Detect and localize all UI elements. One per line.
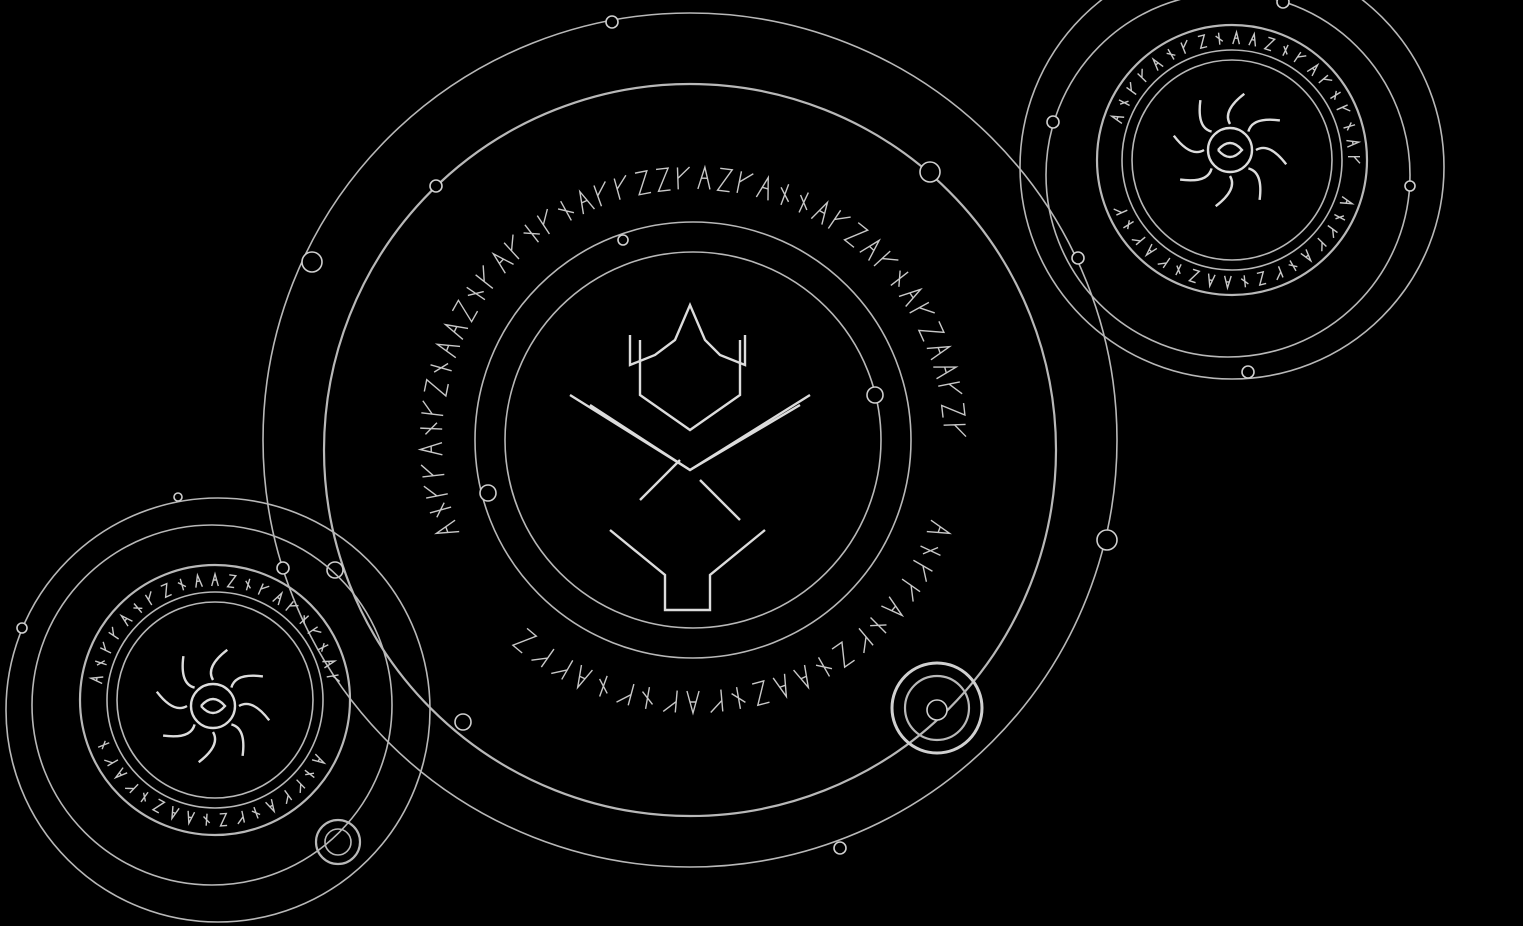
main-node: [920, 162, 940, 182]
rune-glyph: [860, 236, 884, 260]
rune-glyph: [828, 210, 850, 235]
rune-glyph: [1249, 33, 1258, 46]
rune-glyph: [731, 686, 747, 710]
rune-glyph: [286, 601, 299, 614]
rune-glyph: [887, 267, 912, 290]
rune-glyph: [1301, 249, 1314, 263]
rune-glyph: [1272, 266, 1283, 280]
main-node: [302, 252, 322, 272]
ur-node: [1405, 181, 1415, 191]
rune-glyph: [927, 520, 952, 539]
rune-glyph: [273, 591, 285, 605]
rune-glyph: [899, 284, 924, 306]
main-inner-ring-b: [505, 252, 881, 628]
rune-glyph: [677, 167, 690, 189]
rune-glyph: [698, 167, 711, 190]
ur-ring-3: [1097, 25, 1367, 295]
sun-swirl-icon: [157, 650, 269, 762]
ll-node: [17, 623, 27, 633]
rune-glyph: [537, 209, 559, 234]
rune-glyph: [775, 182, 794, 207]
main-runic-inscription: [420, 167, 966, 713]
ur-ring-5: [1132, 60, 1332, 260]
rune-glyph: [919, 321, 944, 341]
rune-glyph: [169, 806, 179, 820]
rune-glyph: [153, 799, 164, 813]
rune-glyph: [794, 190, 814, 215]
rune-glyph: [489, 249, 513, 273]
rune-glyph: [1144, 244, 1157, 257]
rune-glyph: [1337, 105, 1351, 116]
rune-glyph: [617, 681, 634, 705]
rune-glyph: [177, 578, 187, 591]
main-target-marker: [892, 663, 982, 753]
main-node: [327, 562, 343, 578]
rune-glyph: [186, 811, 195, 824]
rune-glyph: [881, 597, 906, 620]
rune-glyph: [640, 686, 656, 710]
rune-glyph: [1151, 57, 1164, 71]
rune-glyph: [656, 168, 671, 191]
rune-glyph: [145, 591, 157, 605]
rune-glyph: [794, 665, 814, 690]
rune-glyph: [1307, 63, 1320, 76]
rune-glyph: [907, 560, 932, 581]
rune-glyph: [228, 575, 236, 588]
lower-left-seal: [6, 493, 430, 922]
rune-glyph: [1313, 238, 1326, 251]
sun-swirl-icon: [1174, 94, 1286, 206]
main-node: [606, 16, 618, 28]
rune-glyph: [220, 813, 227, 825]
rune-glyph: [1280, 43, 1291, 57]
rune-glyph: [104, 754, 118, 766]
rune-glyph: [1233, 32, 1240, 44]
main-node: [834, 842, 846, 854]
rune-glyph: [1198, 35, 1207, 48]
rune-glyph: [243, 578, 253, 591]
rune-glyph: [572, 665, 592, 690]
rune-glyph: [421, 401, 444, 416]
rune-glyph: [756, 176, 774, 200]
rune-glyph: [1324, 226, 1338, 238]
rune-glyph: [235, 811, 244, 824]
rune-glyph: [161, 584, 172, 598]
rune-glyph: [895, 579, 920, 602]
rune-glyph: [303, 768, 317, 781]
rune-glyph: [1114, 204, 1128, 215]
rune-glyph: [1215, 32, 1223, 45]
rune-glyph: [424, 380, 448, 396]
rune-glyph: [212, 574, 219, 586]
rune-glyph: [513, 628, 536, 653]
rune-glyph: [312, 754, 326, 766]
rune-glyph: [94, 658, 107, 668]
rune-glyph: [1138, 69, 1151, 82]
main-node: [455, 714, 471, 730]
ur-node: [1047, 116, 1059, 128]
rune-glyph: [420, 422, 443, 435]
rune-glyph: [866, 613, 890, 637]
rune-glyph: [1340, 197, 1354, 207]
rune-glyph: [1348, 157, 1360, 164]
rune-glyph: [1165, 47, 1177, 61]
rune-glyph: [97, 740, 111, 751]
ll-node: [277, 562, 289, 574]
rune-glyph: [109, 627, 123, 639]
rune-glyph: [1117, 97, 1131, 108]
rune-glyph: [910, 302, 935, 323]
rune-glyph: [850, 628, 873, 653]
rune-glyph: [927, 341, 952, 360]
rune-glyph: [258, 584, 269, 598]
rune-glyph: [874, 251, 898, 275]
rune-glyph: [811, 199, 832, 224]
rune-glyph: [1181, 40, 1192, 54]
rune-glyph: [194, 575, 202, 588]
rune-glyph: [574, 189, 594, 214]
rune-glyph: [1207, 274, 1216, 287]
rune-glyph: [428, 501, 452, 519]
rune-glyph: [1122, 219, 1136, 231]
main-node: [618, 235, 628, 245]
rune-glyph: [709, 690, 723, 713]
rune-glyph: [100, 642, 114, 653]
rune-glyph: [504, 235, 528, 259]
rune-glyph: [1294, 52, 1306, 66]
rune-glyph: [1257, 272, 1266, 285]
rune-glyph: [1173, 263, 1184, 277]
rune-glyph: [1329, 89, 1343, 101]
rune-glyph: [752, 681, 769, 705]
rune-glyph: [1224, 276, 1231, 288]
rune-glyph: [1319, 75, 1332, 88]
ll-ring-2: [32, 525, 392, 885]
rune-glyph: [531, 642, 554, 667]
rune-glyph: [813, 654, 834, 679]
rune-glyph: [203, 813, 210, 825]
rune-glyph: [279, 790, 291, 804]
ll-target-marker: [316, 820, 360, 864]
ur-ring-4: [1122, 50, 1342, 270]
rune-glyph: [551, 654, 572, 679]
rune-glyph: [944, 424, 966, 437]
rune-glyph: [832, 642, 855, 667]
rune-glyph: [614, 175, 632, 199]
rune-glyph: [594, 181, 613, 206]
main-seal: [263, 13, 1117, 867]
rune-glyph: [308, 627, 322, 639]
rune-glyph: [663, 690, 677, 713]
trident-chevron-icon: [570, 305, 810, 610]
ur-runic-inscription: [1111, 32, 1360, 288]
rune-glyph: [718, 168, 733, 191]
rune-glyph: [1111, 113, 1125, 123]
rune-glyph: [434, 520, 459, 539]
rune-glyph: [1241, 275, 1249, 288]
rune-glyph: [476, 265, 501, 288]
rune-glyph: [737, 171, 753, 195]
rune-glyph: [1287, 259, 1299, 273]
rune-glyph: [635, 171, 651, 195]
ur-node: [1072, 252, 1084, 264]
ur-node: [1242, 366, 1254, 378]
rune-glyph: [421, 462, 444, 477]
rune-glyph: [933, 361, 957, 379]
rune-glyph: [594, 674, 613, 699]
rune-glyph: [443, 319, 468, 339]
rune-glyph: [119, 613, 132, 626]
rune-glyph: [292, 780, 305, 793]
ur-outer-ring: [1020, 0, 1444, 379]
rune-glyph: [1158, 254, 1170, 268]
rune-glyph: [942, 403, 965, 418]
rune-glyph: [687, 691, 699, 713]
rune-glyph: [1343, 122, 1356, 132]
main-node: [430, 180, 442, 192]
rune-glyph: [1265, 37, 1275, 50]
rune-glyph: [555, 198, 576, 223]
rune-glyph: [463, 282, 488, 304]
rune-glyph: [1132, 232, 1145, 245]
rune-glyph: [420, 443, 442, 456]
rune-glyph: [1127, 82, 1141, 94]
rune-glyph: [435, 339, 460, 358]
rune-glyph: [1189, 269, 1199, 282]
rune-glyph: [938, 382, 962, 398]
ur-node: [1277, 0, 1289, 8]
rune-glyph: [90, 675, 103, 684]
rune-glyph: [918, 541, 943, 561]
rune-glyph: [773, 674, 792, 699]
main-node: [1097, 530, 1117, 550]
rune-glyph: [452, 300, 477, 321]
main-inner-ring-a: [475, 222, 911, 658]
ur-ring-2: [1046, 0, 1410, 357]
main-node: [867, 387, 883, 403]
rune-glyph: [1333, 212, 1347, 223]
rune-glyph: [132, 601, 145, 614]
rune-glyph: [251, 806, 261, 820]
ll-node: [174, 493, 182, 501]
rune-glyph: [1346, 139, 1359, 147]
main-outer-ring: [263, 13, 1117, 867]
ll-outer-ring: [6, 498, 430, 922]
main-node: [480, 485, 496, 501]
rune-glyph: [266, 799, 277, 813]
rune-glyph: [114, 768, 128, 781]
rune-glyph: [429, 359, 453, 377]
rune-glyph: [845, 223, 868, 248]
upper-right-seal: [1020, 0, 1444, 379]
rune-glyph: [520, 221, 543, 246]
rune-glyph: [138, 790, 150, 804]
rune-glyph: [125, 780, 138, 793]
rune-glyph: [424, 482, 448, 498]
